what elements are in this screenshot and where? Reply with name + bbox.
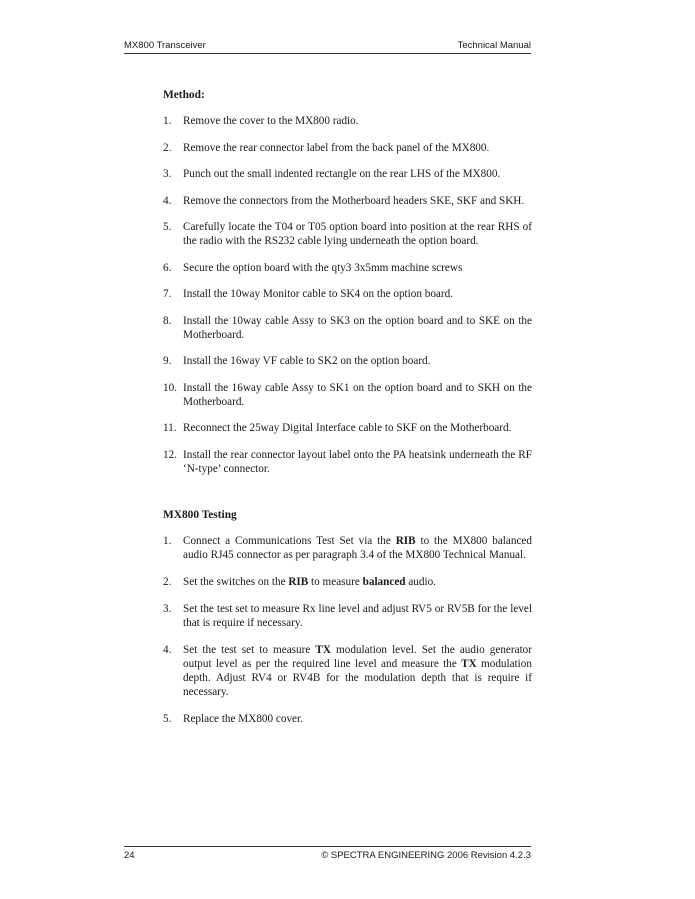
method-step	[163, 141, 532, 155]
step-text: Install the 16way cable Assy to SK1 on the option board and to SKH on the Motherboard.	[183, 381, 532, 408]
header-manual: Technical Manual	[457, 40, 531, 51]
step-text: modulation depth. Adjust RV4 or RV4B for the modulation depth that is require if necessary.	[183, 657, 532, 698]
step-number: 1.	[163, 115, 172, 127]
step-text: Install the 16way VF cable to SK2 on the option board.	[183, 355, 431, 367]
step-number: 2.	[163, 141, 172, 154]
method-list	[163, 114, 532, 476]
step-text-bold: balanced	[362, 575, 406, 588]
method-step	[163, 114, 532, 128]
step-text-bold: RIB	[395, 534, 416, 547]
method-step	[163, 354, 532, 368]
method-step	[163, 314, 532, 342]
step-text: Connect a Communications Test Set via the	[183, 534, 396, 547]
step-text-bold: TX	[315, 643, 331, 656]
step-text: modulation level. Set the audio generator output level as per the required line level and measure the	[183, 643, 533, 670]
method-step	[163, 381, 532, 409]
testing-step	[163, 712, 532, 726]
step-number: 7.	[163, 288, 172, 300]
step-number: 4.	[163, 194, 172, 207]
page-header	[124, 40, 531, 51]
testing-heading: MX800 Testing	[163, 508, 237, 521]
step-text: Set the test set to measure	[183, 643, 316, 656]
method-step	[163, 261, 532, 275]
step-number: 9.	[163, 355, 172, 367]
testing-step	[163, 534, 532, 562]
testing-step	[163, 602, 532, 630]
testing-list	[163, 534, 532, 726]
step-number: 11.	[163, 422, 177, 434]
page-number: 24	[124, 850, 135, 861]
step-text: audio.	[405, 575, 436, 588]
testing-step	[163, 643, 532, 699]
testing-step	[163, 575, 532, 589]
copyright-text: © SPECTRA ENGINEERING 2006 Revision 4.2.3	[321, 850, 531, 861]
step-number: 10.	[163, 381, 177, 394]
step-number: 12.	[163, 448, 177, 461]
page-footer	[124, 850, 531, 861]
method-heading: Method:	[163, 89, 205, 101]
method-step	[163, 167, 532, 181]
step-number: 1.	[163, 534, 172, 547]
step-text: Replace the MX800 cover.	[183, 712, 303, 725]
step-text: Set the switches on the	[183, 575, 289, 588]
method-step	[163, 448, 532, 476]
step-text: Remove the connectors from the Motherboard headers SKE, SKF and SKH.	[183, 194, 525, 207]
step-number: 5.	[163, 221, 172, 233]
method-step	[163, 220, 532, 248]
step-text: Remove the rear connector label from the back panel of the MX800.	[183, 141, 490, 154]
step-number: 3.	[163, 168, 172, 180]
footer-rule	[124, 846, 531, 847]
step-number: 6.	[163, 261, 172, 274]
step-number: 5.	[163, 712, 172, 725]
method-step	[163, 287, 532, 301]
step-text: Punch out the small indented rectangle on the rear LHS of the MX800.	[183, 168, 501, 180]
method-step	[163, 194, 532, 208]
step-text: to measure	[308, 575, 363, 588]
step-text-bold: TX	[461, 657, 477, 670]
step-text: Secure the option board with the qty3 3x5mm machine screws	[183, 261, 463, 274]
method-step	[163, 421, 532, 435]
step-text: Install the rear connector layout label onto the PA heatsink underneath the RF ‘N-type’ connector.	[183, 448, 532, 475]
step-text: Remove the cover to the MX800 radio.	[183, 115, 359, 127]
step-number: 4.	[163, 643, 172, 656]
step-number: 3.	[163, 602, 172, 615]
header-rule	[124, 53, 531, 54]
step-text: Install the 10way cable Assy to SK3 on the option board and to SKE on the Motherboard.	[183, 314, 532, 341]
page-content	[163, 88, 532, 739]
step-text: Set the test set to measure Rx line level and adjust RV5 or RV5B for the level that is require if necessary.	[183, 602, 532, 629]
header-title: MX800 Transceiver	[124, 40, 206, 51]
step-text-bold: RIB	[288, 575, 309, 588]
step-text: Install the 10way Monitor cable to SK4 on the option board.	[183, 288, 454, 300]
step-text: Reconnect the 25way Digital Interface cable to SKF on the Motherboard.	[183, 422, 512, 434]
step-number: 8.	[163, 314, 172, 327]
step-text: Carefully locate the T04 or T05 option board into position at the rear RHS of the radio with the RS232 cable lying underneath the option board.	[183, 221, 532, 247]
step-text: to the MX800 balanced audio RJ45 connector as per paragraph 3.4 of the MX800 Technical Manual.	[183, 534, 532, 561]
step-number: 2.	[163, 575, 172, 588]
